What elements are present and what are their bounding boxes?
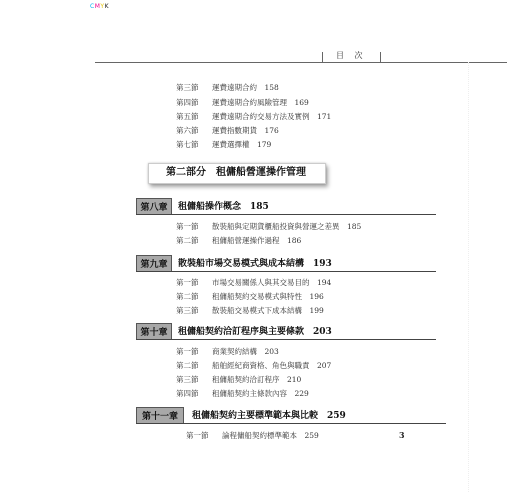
toc-entry[interactable] — [176, 388, 309, 399]
chapter-title: 租傭船契約洽訂程序與主要條款 203 — [178, 327, 332, 337]
section-number: 第四節 — [176, 389, 199, 398]
page-number: 3 — [399, 430, 405, 440]
chapter-rule — [136, 214, 436, 215]
section-number: 第二節 — [176, 236, 199, 245]
chapter-page: 185 — [250, 202, 269, 212]
section-page: 176 — [264, 126, 279, 135]
toc-entry[interactable] — [176, 277, 331, 288]
chapter-badge: 第八章 — [136, 198, 172, 215]
section-title: 租傭船營運操作過程 — [212, 236, 280, 245]
toc-entry[interactable] — [176, 139, 271, 150]
section-page: 171 — [317, 112, 332, 121]
section-number: 第一節 — [186, 431, 209, 440]
section-title: 租傭船契約洽訂程序 — [212, 375, 280, 384]
section-title: 散裝船交易模式下成本結構 — [212, 306, 302, 315]
section-number: 第六節 — [176, 126, 199, 135]
section-number: 第二節 — [176, 361, 199, 370]
section-title: 運費遠期合約風險管理 — [212, 98, 287, 107]
section-number: 第五節 — [176, 112, 199, 121]
section-page: 194 — [317, 278, 332, 287]
chapter-page: 203 — [313, 327, 332, 337]
section-page: 203 — [264, 347, 279, 356]
section-page: 199 — [309, 306, 324, 315]
section-number: 第一節 — [176, 222, 199, 231]
chapter-title: 散裝船市場交易模式與成本結構 193 — [178, 259, 332, 269]
section-page: 210 — [287, 375, 302, 384]
section-title: 船舶經紀商資格、角色與職責 — [212, 361, 310, 370]
toc-entry[interactable] — [176, 82, 279, 93]
chapter-title: 租傭船契約主要標準範本與比較 259 — [192, 411, 346, 421]
header-divider — [380, 52, 381, 62]
section-title: 運費選擇權 — [212, 140, 250, 149]
chapter-badge: 第九章 — [136, 255, 172, 272]
header-divider — [322, 52, 323, 62]
toc-entry[interactable] — [176, 360, 331, 371]
page-edge — [468, 62, 469, 492]
section-title: 商業契約結構 — [212, 347, 257, 356]
section-page: 169 — [294, 98, 309, 107]
section-page: 158 — [264, 83, 279, 92]
toc-entry[interactable] — [176, 305, 324, 316]
section-number: 第三節 — [176, 83, 199, 92]
toc-entry[interactable] — [176, 125, 279, 136]
running-header: 目 次 — [336, 51, 367, 60]
chapter-heading[interactable] — [136, 198, 436, 214]
section-number: 第七節 — [176, 140, 199, 149]
header-rule — [95, 62, 507, 63]
toc-entry[interactable] — [176, 97, 309, 108]
toc-entry[interactable] — [176, 374, 301, 385]
section-page: 259 — [304, 431, 319, 440]
toc-entry[interactable] — [176, 346, 279, 357]
part-title[interactable]: 第二部分 租傭船營運操作管理 — [166, 167, 306, 178]
chapter-rule — [136, 423, 446, 424]
chapter-page: 259 — [327, 411, 346, 421]
section-number: 第三節 — [176, 375, 199, 384]
section-title: 租傭船契約交易模式與特性 — [212, 292, 302, 301]
chapter-badge: 第十一章 — [136, 407, 184, 424]
section-title: 論程傭船契約標準範本 — [222, 431, 297, 440]
section-page: 179 — [257, 140, 272, 149]
section-page: 185 — [347, 222, 362, 231]
section-number: 第一節 — [176, 347, 199, 356]
chapter-page: 193 — [313, 259, 332, 269]
section-title: 市場交易關係人與其交易目的 — [212, 278, 310, 287]
section-title: 運費遠期合約交易方法及實例 — [212, 112, 310, 121]
toc-entry[interactable] — [186, 430, 319, 441]
chapter-badge: 第十章 — [136, 323, 172, 340]
section-number: 第四節 — [176, 98, 199, 107]
section-title: 運費指數期貨 — [212, 126, 257, 135]
chapter-title: 租傭船操作概念 185 — [178, 202, 269, 212]
section-page: 186 — [287, 236, 302, 245]
section-number: 第二節 — [176, 292, 199, 301]
chapter-rule — [136, 339, 436, 340]
chapter-heading[interactable] — [136, 407, 446, 423]
section-number: 第三節 — [176, 306, 199, 315]
chapter-heading[interactable] — [136, 323, 436, 339]
toc-entry[interactable] — [176, 221, 361, 232]
section-page: 196 — [309, 292, 324, 301]
chapter-heading[interactable] — [136, 255, 436, 271]
toc-entry[interactable] — [176, 235, 301, 246]
section-page: 229 — [294, 389, 309, 398]
chapter-rule — [136, 271, 436, 272]
section-page: 207 — [317, 361, 332, 370]
section-number: 第一節 — [176, 278, 199, 287]
toc-entry[interactable] — [176, 291, 324, 302]
toc-entry[interactable] — [176, 111, 331, 122]
section-title: 運費遠期合約 — [212, 83, 257, 92]
section-title: 租傭船契約主條款內容 — [212, 389, 287, 398]
color-registration-mark: CMYK — [90, 3, 109, 10]
section-title: 散裝船與定期貨櫃船投資與營運之差異 — [212, 222, 340, 231]
